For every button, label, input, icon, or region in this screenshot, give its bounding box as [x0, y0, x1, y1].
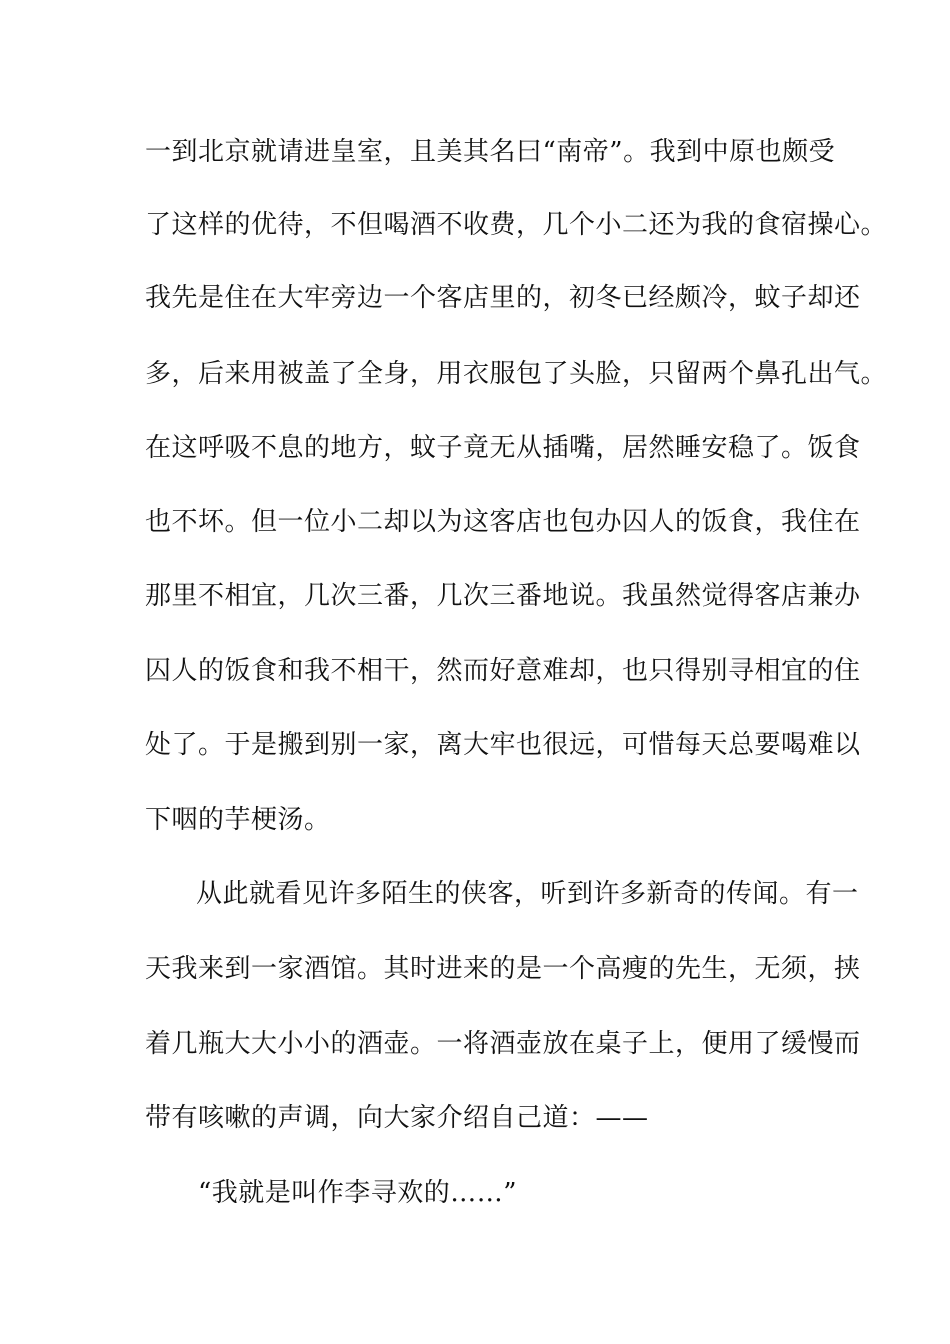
- text-line: 天我来到一家酒馆。其时进来的是一个高瘦的先生，无须，挟: [145, 954, 861, 984]
- text-line: 处了。于是搬到别一家，离大牢也很远，可惜每天总要喝难以: [145, 730, 861, 760]
- text-line: 那里不相宜，几次三番，几次三番地说。我虽然觉得客店兼办: [145, 581, 861, 611]
- text-line: 我先是住在大牢旁边一个客店里的，初冬已经颇冷，蚊子却还: [145, 283, 861, 313]
- text-line: 也不坏。但一位小二却以为这客店也包办囚人的饭食，我住在: [145, 507, 861, 537]
- text-line: 带有咳嗽的声调，向大家介绍自己道：——: [145, 1103, 649, 1133]
- text-line: 一到北京就请进皇室，且美其名曰“南帝”。我到中原也颇受: [145, 137, 836, 167]
- text-line: 在这呼吸不息的地方，蚊子竟无从插嘴，居然睡安稳了。饭食: [145, 433, 861, 463]
- paragraph-first-line: 从此就看见许多陌生的侠客，听到许多新奇的传闻。有一: [196, 879, 859, 909]
- text-line: 下咽的芋梗汤。: [145, 805, 331, 835]
- text-line: 囚人的饭食和我不相干，然而好意难却，也只得别寻相宜的住: [145, 656, 861, 686]
- text-line: 多，后来用被盖了全身，用衣服包了头脸，只留两个鼻孔出气。: [145, 359, 888, 389]
- text-line: 了这样的优待，不但喝酒不收费，几个小二还为我的食宿操心。: [145, 210, 888, 240]
- text-line: 着几瓶大大小小的酒壶。一将酒壶放在桌子上，便用了缓慢而: [145, 1029, 861, 1059]
- quote-line: “我就是叫作李寻欢的……”: [198, 1178, 518, 1208]
